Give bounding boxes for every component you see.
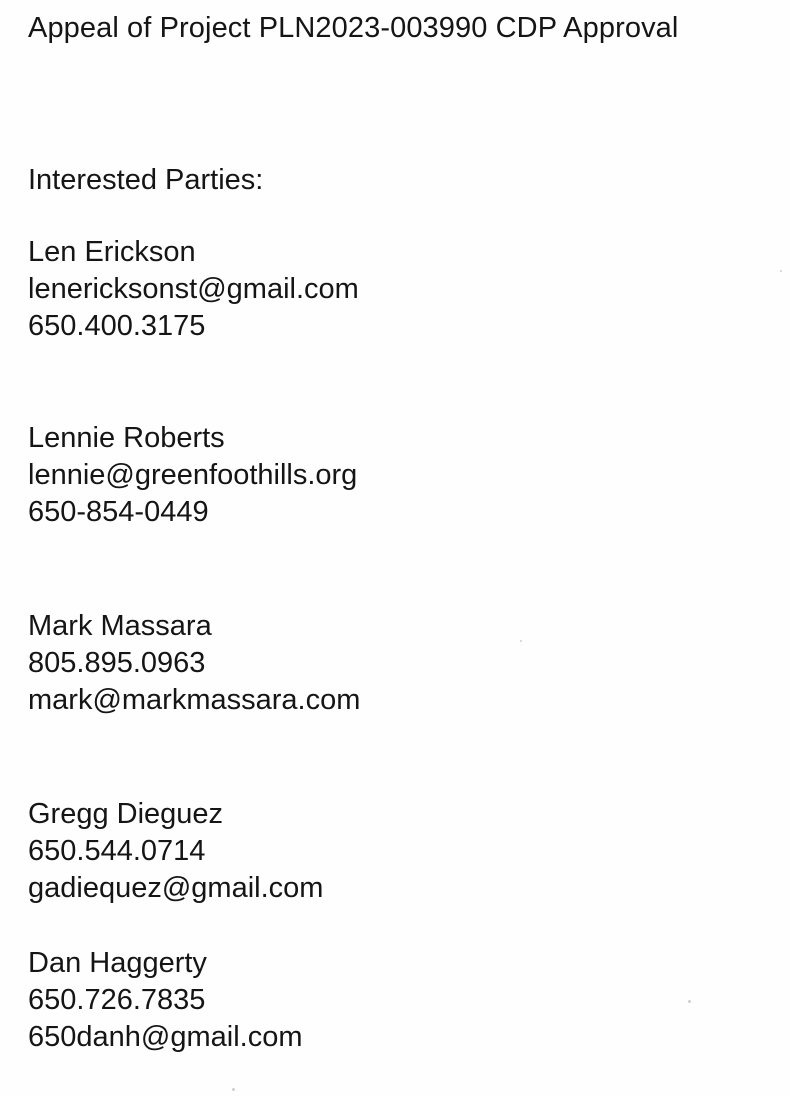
party-name: Lennie Roberts (28, 422, 225, 454)
party-email: lennie@greenfoothills.org (28, 459, 358, 491)
party-phone: 650.400.3175 (28, 310, 206, 342)
party-entry-gregg-dieguez (28, 796, 323, 907)
scan-speck (780, 270, 782, 272)
party-email: lenericksonst@gmail.com (28, 273, 359, 305)
party-name: Mark Massara (28, 610, 212, 642)
party-name: Gregg Dieguez (28, 798, 224, 830)
document-title: Appeal of Project PLN2023-003990 CDP Approval (28, 12, 679, 44)
party-phone: 650.544.0714 (28, 835, 206, 867)
party-entry-len-erickson (28, 234, 359, 345)
party-entry-mark-massara (28, 608, 360, 719)
party-phone: 805.895.0963 (28, 647, 206, 679)
party-entry-lennie-roberts (28, 420, 357, 531)
scan-speck (688, 1000, 691, 1003)
party-phone: 650-854-0449 (28, 496, 209, 528)
interested-parties-heading: Interested Parties: (28, 164, 264, 196)
party-email: mark@markmassara.com (28, 684, 361, 716)
party-name: Len Erickson (28, 236, 196, 268)
party-email: gadiequez@gmail.com (28, 872, 324, 904)
party-phone: 650.726.7835 (28, 984, 206, 1016)
party-entry-dan-haggerty (28, 945, 302, 1056)
scan-speck (520, 640, 522, 642)
scan-speck (232, 1088, 235, 1091)
party-name: Dan Haggerty (28, 947, 207, 979)
party-email: 650danh@gmail.com (28, 1021, 303, 1053)
